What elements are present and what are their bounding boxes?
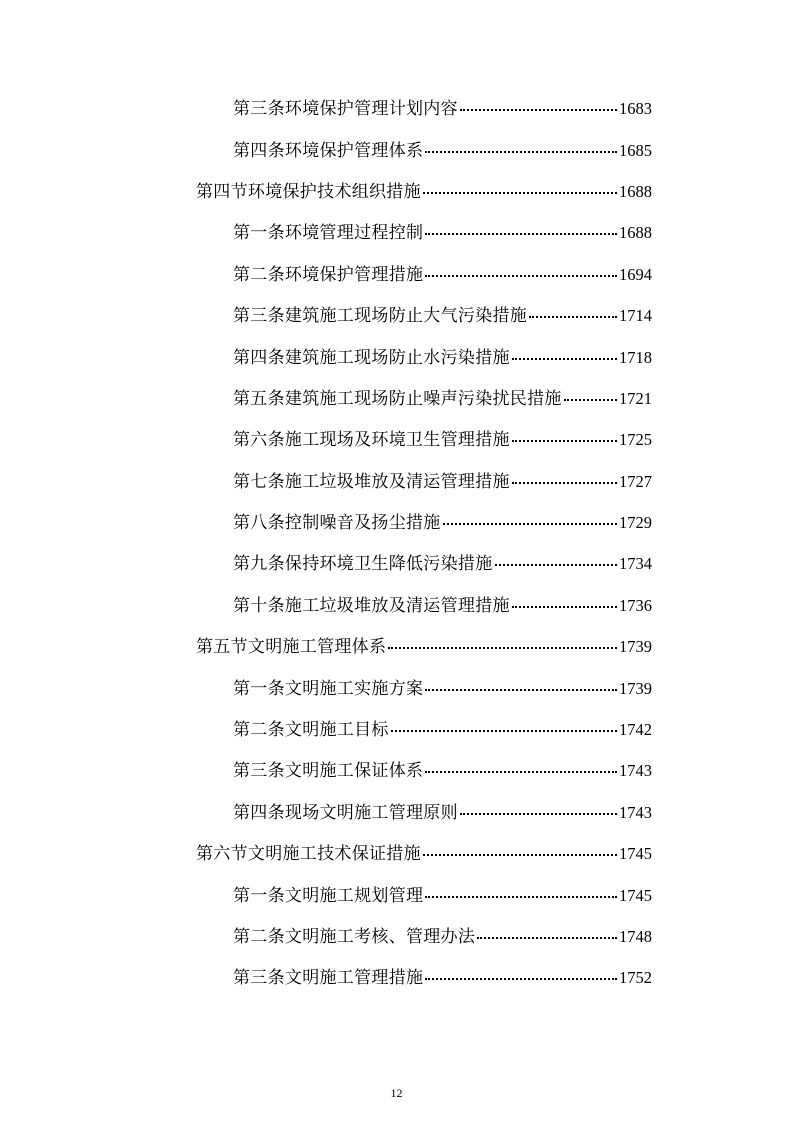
toc-entry (233, 432, 793, 449)
toc-entry (233, 347, 793, 368)
toc-entry (233, 802, 793, 823)
toc-entry-page-number: 1714 (619, 306, 652, 326)
toc-entry-title: 第三条环境保护管理计划内容 (233, 99, 458, 120)
toc-dot-leader (425, 978, 617, 980)
toc-dot-leader (388, 647, 617, 649)
toc-article-entry[interactable] (0, 213, 793, 254)
toc-entry-page-number: 1688 (619, 223, 652, 243)
toc-dot-leader (460, 109, 617, 111)
toc-entry-page-number: 1736 (619, 595, 652, 615)
toc-dot-leader (425, 896, 617, 898)
toc-dot-leader (529, 316, 617, 318)
toc-dot-leader (477, 937, 617, 939)
toc-section-entry[interactable] (0, 172, 793, 213)
toc-dot-leader (425, 233, 617, 235)
toc-entry (233, 595, 793, 616)
toc-entry-page-number: 1727 (619, 471, 652, 491)
toc-entry-title: 第二条环境保护管理措施 (233, 264, 424, 285)
toc-entry-page-number: 1748 (619, 927, 652, 946)
toc-article-entry[interactable] (0, 751, 793, 792)
toc-entry-title: 第四条现场文明施工管理原则 (233, 802, 458, 823)
toc-entry-title: 第一条文明施工实施方案 (233, 678, 424, 699)
toc-entry (233, 264, 793, 285)
toc-article-entry[interactable] (0, 130, 793, 171)
toc-entry-title: 第八条控制噪音及扬尘措施 (233, 513, 441, 534)
toc-dot-leader (423, 854, 617, 856)
toc-entry (233, 388, 793, 409)
toc-dot-leader (512, 606, 617, 608)
toc-entry-page-number: 1745 (619, 885, 652, 905)
toc-entry (233, 471, 793, 492)
toc-entry-page-number: 1739 (619, 637, 652, 657)
toc-article-entry[interactable] (0, 379, 793, 420)
toc-dot-leader (391, 730, 617, 732)
toc-entry-title: 第九条保持环境卫生降低污染措施 (233, 554, 493, 575)
toc-entry-title: 第六节文明施工技术保证措施 (196, 844, 421, 865)
toc-entry-title: 第五节文明施工管理体系 (196, 637, 387, 658)
toc-dot-leader (425, 275, 617, 277)
toc-entry-page-number: 1685 (619, 140, 652, 160)
toc-entry (233, 722, 793, 739)
toc-entry-page-number: 1752 (619, 968, 652, 988)
toc-article-entry[interactable] (0, 958, 793, 999)
toc-entry (196, 639, 793, 656)
toc-dot-leader (425, 151, 617, 153)
toc-article-entry[interactable] (0, 710, 793, 751)
toc-entry-page-number: 1683 (619, 99, 652, 119)
toc-entry (233, 763, 793, 780)
toc-entry-page-number: 1721 (619, 388, 652, 408)
toc-entry-page-number: 1743 (619, 802, 652, 822)
toc-article-entry[interactable] (0, 875, 793, 916)
toc-entry (233, 678, 793, 699)
toc-article-entry[interactable] (0, 296, 793, 337)
toc-entry-title: 第二条文明施工目标 (233, 720, 389, 741)
toc-entry-page-number: 1694 (619, 264, 652, 284)
toc-article-entry[interactable] (0, 255, 793, 296)
toc-entry-title: 第二条文明施工考核、管理办法 (233, 927, 476, 947)
toc-dot-leader (512, 482, 617, 484)
toc-entry (233, 308, 793, 325)
toc-section-entry[interactable] (0, 834, 793, 875)
toc-dot-leader (495, 564, 618, 566)
toc-entry (233, 515, 793, 532)
toc-entry-title: 第五条建筑施工现场防止噪声污染扰民措施 (233, 388, 562, 409)
toc-entry (233, 556, 793, 573)
toc-entry (233, 225, 793, 242)
toc-dot-leader (564, 399, 617, 401)
toc-entry-title: 第十条施工垃圾堆放及清运管理措施 (233, 595, 510, 616)
toc-entry (233, 885, 793, 906)
toc-entry-title: 第四节环境保护技术组织措施 (196, 181, 421, 202)
toc-entry-page-number: 1745 (619, 844, 652, 864)
toc-dot-leader (512, 440, 617, 442)
toc-entry-page-number: 1734 (619, 554, 652, 574)
toc-article-entry[interactable] (0, 793, 793, 834)
toc-entry-page-number: 1725 (619, 430, 652, 450)
toc-entry-title: 第三条文明施工保证体系 (233, 761, 424, 782)
toc-article-entry[interactable] (0, 420, 793, 461)
toc-entry (233, 929, 793, 946)
toc-article-entry[interactable] (0, 503, 793, 544)
toc-entry-page-number: 1743 (619, 761, 652, 781)
toc-dot-leader (423, 192, 617, 194)
toc-entry-page-number: 1688 (619, 181, 652, 201)
toc-entry (233, 101, 793, 118)
toc-article-entry[interactable] (0, 668, 793, 709)
toc-entry-page-number: 1739 (619, 678, 652, 698)
toc-dot-leader (460, 813, 617, 815)
toc-article-entry[interactable] (0, 544, 793, 585)
toc-entry-title: 第一条文明施工规划管理 (233, 885, 424, 906)
toc-article-entry[interactable] (0, 337, 793, 378)
toc-entry (196, 181, 793, 202)
toc-dot-leader (425, 771, 617, 773)
toc-entry-title: 第一条环境管理过程控制 (233, 223, 424, 244)
toc-article-entry[interactable] (0, 586, 793, 627)
toc-entry-title: 第三条建筑施工现场防止大气污染措施 (233, 306, 528, 327)
toc-section-entry[interactable] (0, 627, 793, 668)
toc-entry-title: 第七条施工垃圾堆放及清运管理措施 (233, 471, 510, 492)
toc-entry (233, 140, 793, 161)
toc-dot-leader (443, 523, 617, 525)
toc-entry (196, 846, 793, 863)
toc-dot-leader (425, 689, 617, 691)
toc-entry-title: 第三条文明施工管理措施 (233, 968, 424, 989)
toc-article-entry[interactable] (0, 89, 793, 130)
toc-entry-page-number: 1742 (619, 720, 652, 740)
toc-article-entry[interactable] (0, 462, 793, 503)
toc-dot-leader (512, 358, 617, 360)
toc-entry-title: 第四条环境保护管理体系 (233, 140, 424, 161)
toc-entry (233, 970, 793, 987)
page-number: 12 (390, 1086, 403, 1100)
toc-entry-title: 第四条建筑施工现场防止水污染措施 (233, 347, 510, 368)
toc-entry-page-number: 1729 (619, 513, 652, 533)
toc-entry-page-number: 1718 (619, 347, 652, 367)
table-of-contents (0, 89, 793, 1000)
toc-entry-title: 第六条施工现场及环境卫生管理措施 (233, 430, 510, 451)
toc-article-entry[interactable] (0, 917, 793, 958)
